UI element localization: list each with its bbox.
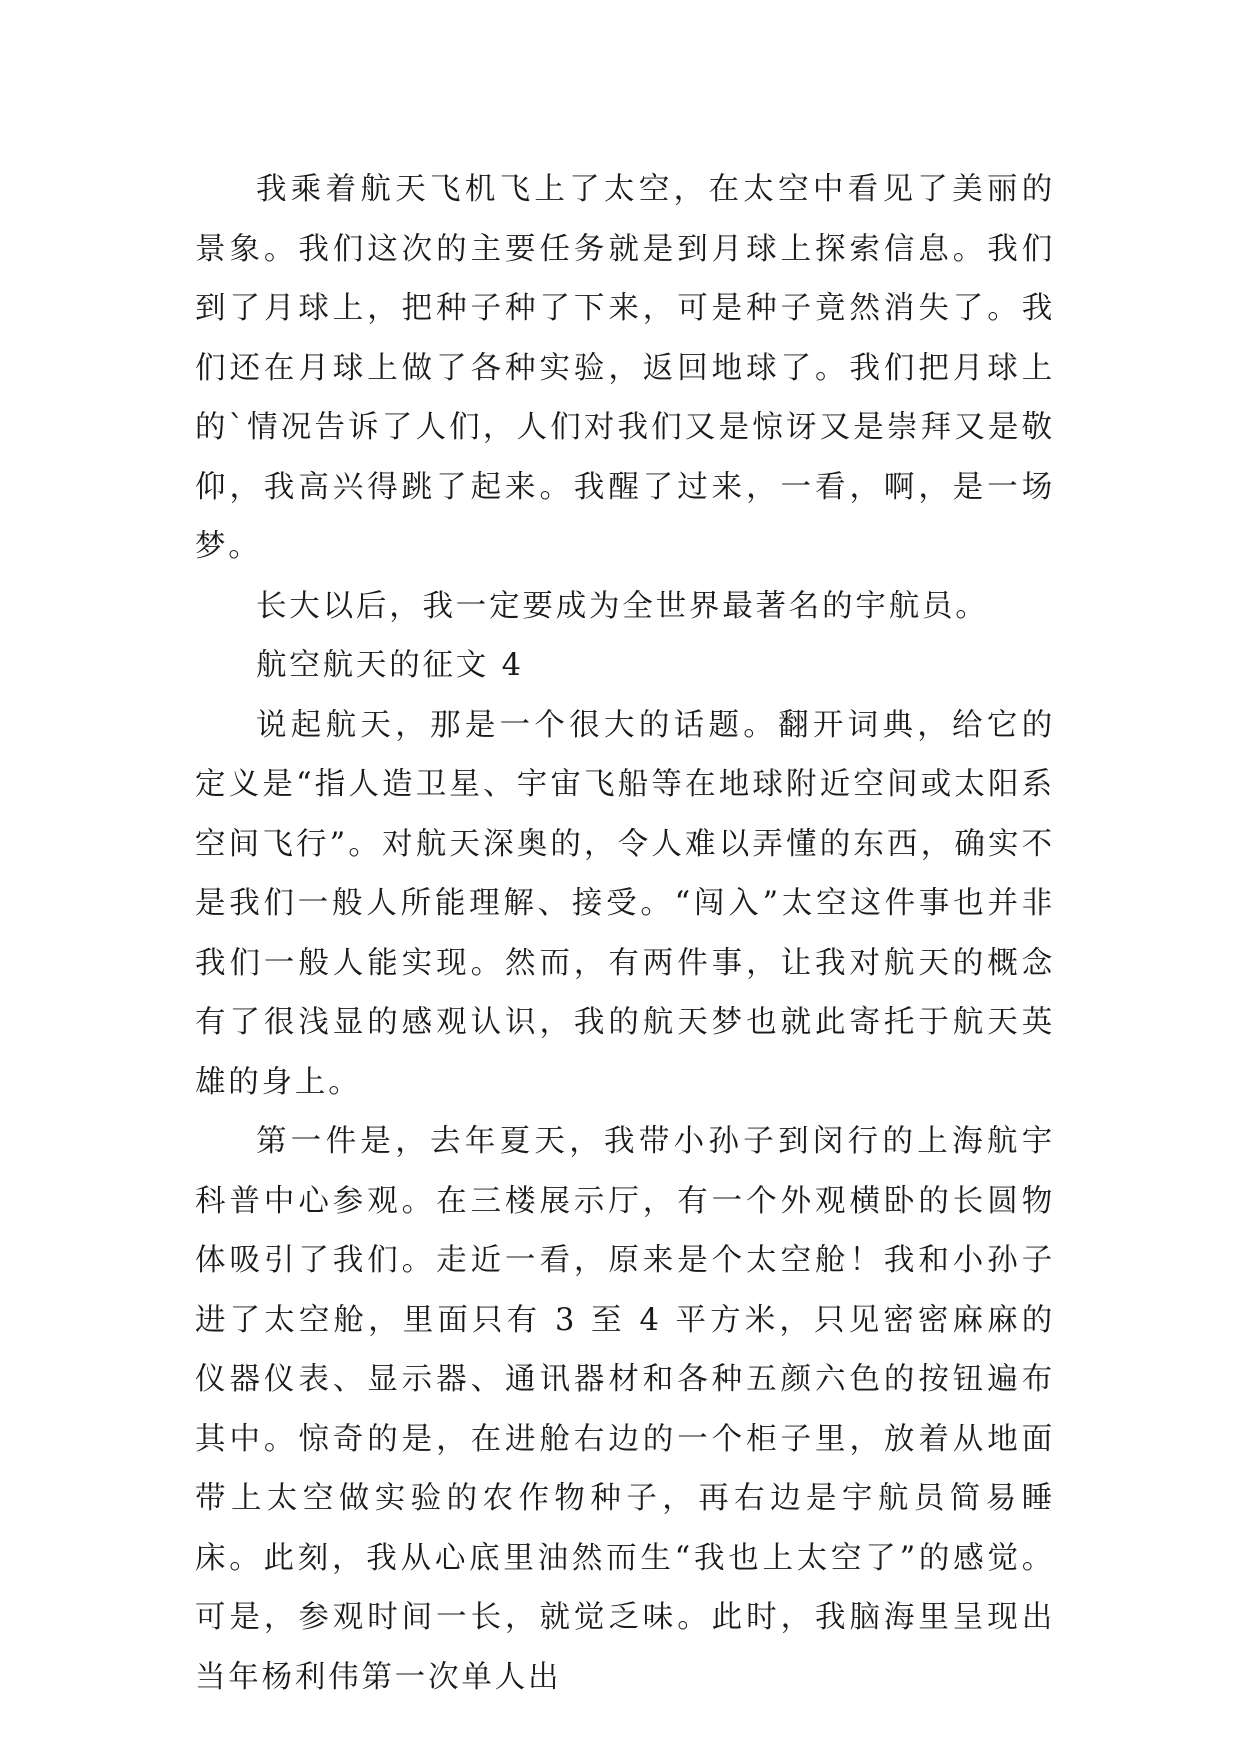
section-heading: 航空航天的征文 4 [256,648,524,683]
document-body [195,160,1055,1707]
paragraph-dream: 我乘着航天飞机飞上了太空，在太空中看见了美丽的景象。我们这次的主要任务就是到月球上探索信息。我们到了月球上，把种子种了下来，可是种子竟然消失了。我们还在月球上做了各种实验，返回地球了。我们把月球上的`情况告诉了人们，人们对我们又是惊讶又是崇拜又是敬仰，我高兴得跳了起来。我醒了过来，一看，啊，是一场梦。 [195,172,1055,564]
paragraph-visit: 第一件是，去年夏天，我带小孙子到闵行的上海航宇科普中心参观。在三楼展示厅，有一个外观横卧的长圆物体吸引了我们。走近一看，原来是个太空舱！我和小孙子进了太空舱，里面只有 3 至 4 平方米，只见密密麻麻的仪器仪表、显示器、通讯器材和各种五颜六色的按钮遍布其中。惊奇的是，在进舱右边的一个柜子里，放着从地面带上太空做实验的农作物种子，再右边是宇航员简易睡床。此刻，我从心底里油然而生“我也上太空了”的感觉。可是，参观时间一长，就觉乏味。此时，我脑海里呈现出当年杨利伟第一次单人出 [195,1124,1055,1695]
paragraph-aspiration: 长大以后，我一定要成为全世界最著名的宇航员。 [256,588,989,624]
paragraph-definition: 说起航天，那是一个很大的话题。翻开词典，给它的定义是“指人造卫星、宇宙飞船等在地球附近空间或太阳系空间飞行”。对航天深奥的，令人难以弄懂的东西，确实不是我们一般人所能理解、接受。“闯入”太空这件事也并非我们一般人能实现。然而，有两件事，让我对航天的概念有了很浅显的感观认识，我的航天梦也就此寄托于航天英雄的身上。 [195,707,1055,1100]
